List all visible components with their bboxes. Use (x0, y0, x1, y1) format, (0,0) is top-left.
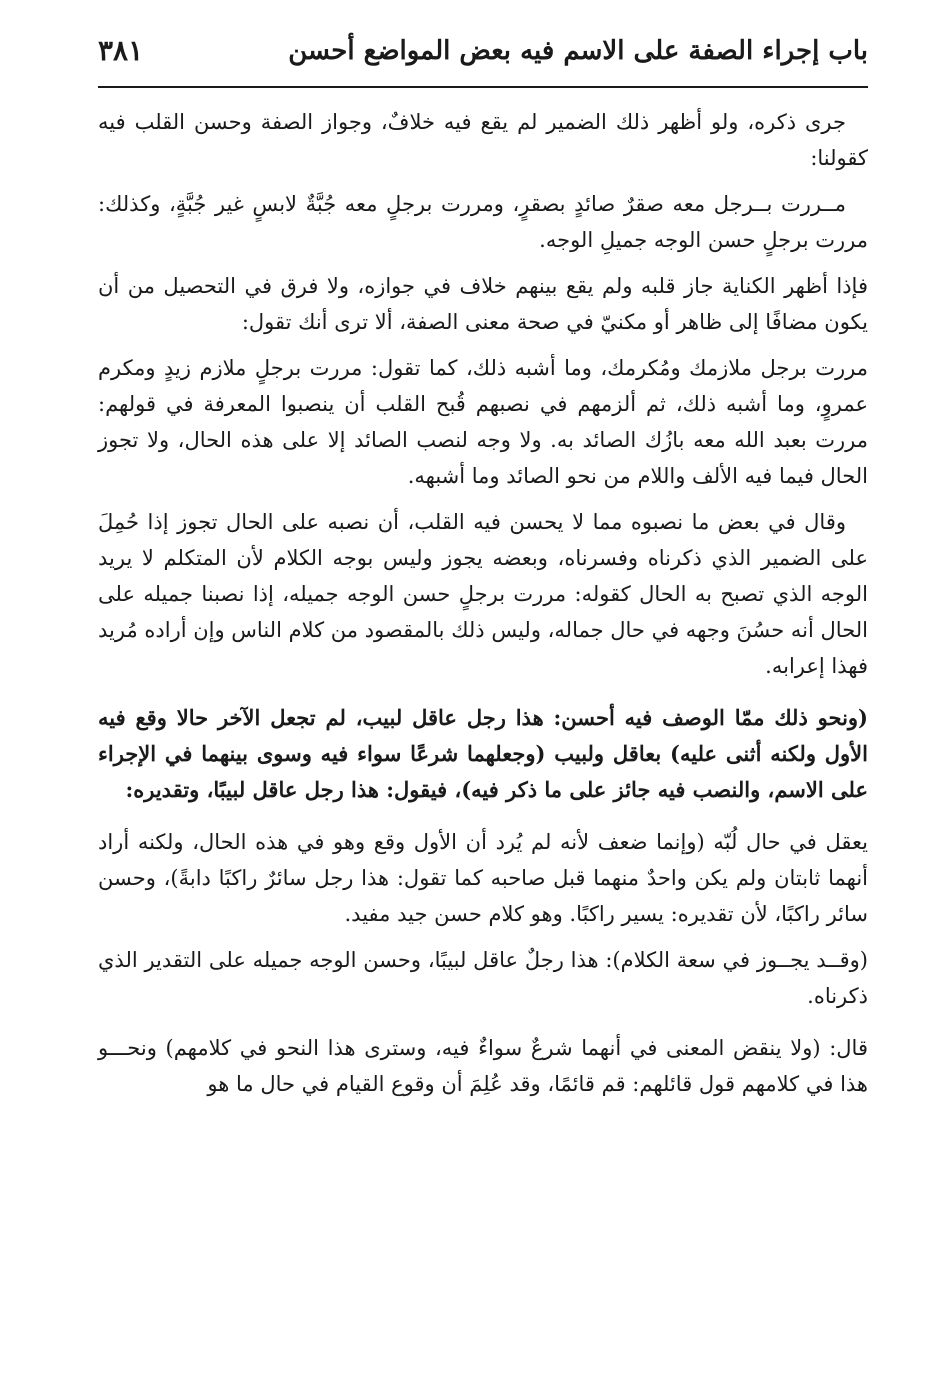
page-number: ٣٨١ (98, 34, 144, 67)
book-page (98, 30, 868, 1112)
running-title: باب إجراء الصفة على الاسم فيه بعض المواضع أحسن (288, 36, 868, 66)
page-header (98, 30, 868, 88)
paragraph-1: جرى ذكره، ولو أظهر ذلك الضمير لم يقع فيه خلافٌ، وجواز الصفة وحسن القلب فيه كقولنا: (98, 110, 868, 170)
paragraph-7: يعقل في حال لُبّه (وإنما ضعف لأنه لم يُرد أن الأول وقع وهو في هذه الحال، ولكنه أراد أنهما ثابتان ولم يكن واحدٌ منهما قبل صاحبه كما تقول: هذا رجل سائرٌ راكبًا دابةً)، وحسن سائر راكبًا، لأن تقديره: يسير راكبًا. وهو كلام حسن جيد مفيد. (98, 830, 868, 926)
paragraph-9: قال: (ولا ينقض المعنى في أنهما شرعٌ سواءٌ فيه، وسترى هذا النحو في كلامهم) ونحـــو هذا في كلامهم قول قائلهم: قم قائمًا، وقد عُلِمَ أن وقوع القيام في حال ما هو (98, 1036, 868, 1096)
paragraph-3: فإذا أظهر الكناية جاز قلبه ولم يقع بينهم خلاف في جوازه، ولا فرق في التحصيل من أن يكون مضافًا إلى ظاهر أو مكنيّ في صحة معنى الصفة، ألا ترى أنك تقول: (98, 274, 868, 334)
paragraph-4: مررت برجل ملازمك ومُكرمك، وما أشبه ذلك، كما تقول: مررت برجلٍ ملازم زيدٍ ومكرم عمروٍ، وما أشبه ذلك، ثم ألزمهم في نصبهم قُبح القلب أن ينصبوا المعرفة في قولهم: مررت بعبد الله معه بازُك الصائد به. ولا وجه لنصب الصائد إلا على هذه الحال، ولا تجوز الحال فيما فيه الألف واللام من نحو الصائد وما أشبهه. (98, 356, 868, 488)
paragraph-6: (ونحو ذلك ممّا الوصف فيه أحسن: هذا رجل عاقل لبيب، لم تجعل الآخر حالا وقع فيه الأول ولكنه أثنى عليه) بعاقل ولبيب (وجعلهما شرعًا سواء فيه وسوى بينهما في الإجراء على الاسم، والنصب فيه جائز على ما ذكر فيه)، فيقول: هذا رجل عاقل لبيبًا، وتقديره: (98, 705, 868, 802)
paragraph-2: مــررت بــرجل معه صقرٌ صائدٍ بصقرٍ، ومررت برجلٍ معه جُبَّةٌ لابسٍ غير جُبَّةٍ، وكذلك: مررت برجلٍ حسن الوجه جميلِ الوجه. (98, 192, 868, 252)
page-body (98, 104, 868, 1102)
paragraph-8: (وقــد يجــوز في سعة الكلام): هذا رجلٌ عاقل لبيبًا، وحسن الوجه جميله على التقدير الذي ذكرناه. (98, 948, 868, 1008)
paragraph-5: وقال في بعض ما نصبوه مما لا يحسن فيه القلب، أن نصبه على الحال تجوز إذا حُمِلَ على الضمير الذي ذكرناه وفسرناه، وبعضه يجوز وليس بوجه الكلام لأن المتكلم لا يريد الوجه الذي تصبح به الحال كقوله: مررت برجلٍ حسن الوجه جميله، إذا نصبنا جميله على الحال أنه حسُنَ وجهه في حال جماله، وليس ذلك بالمقصود من كلام الناس وإن أراده مُريد فهذا إعرابه. (98, 510, 868, 678)
